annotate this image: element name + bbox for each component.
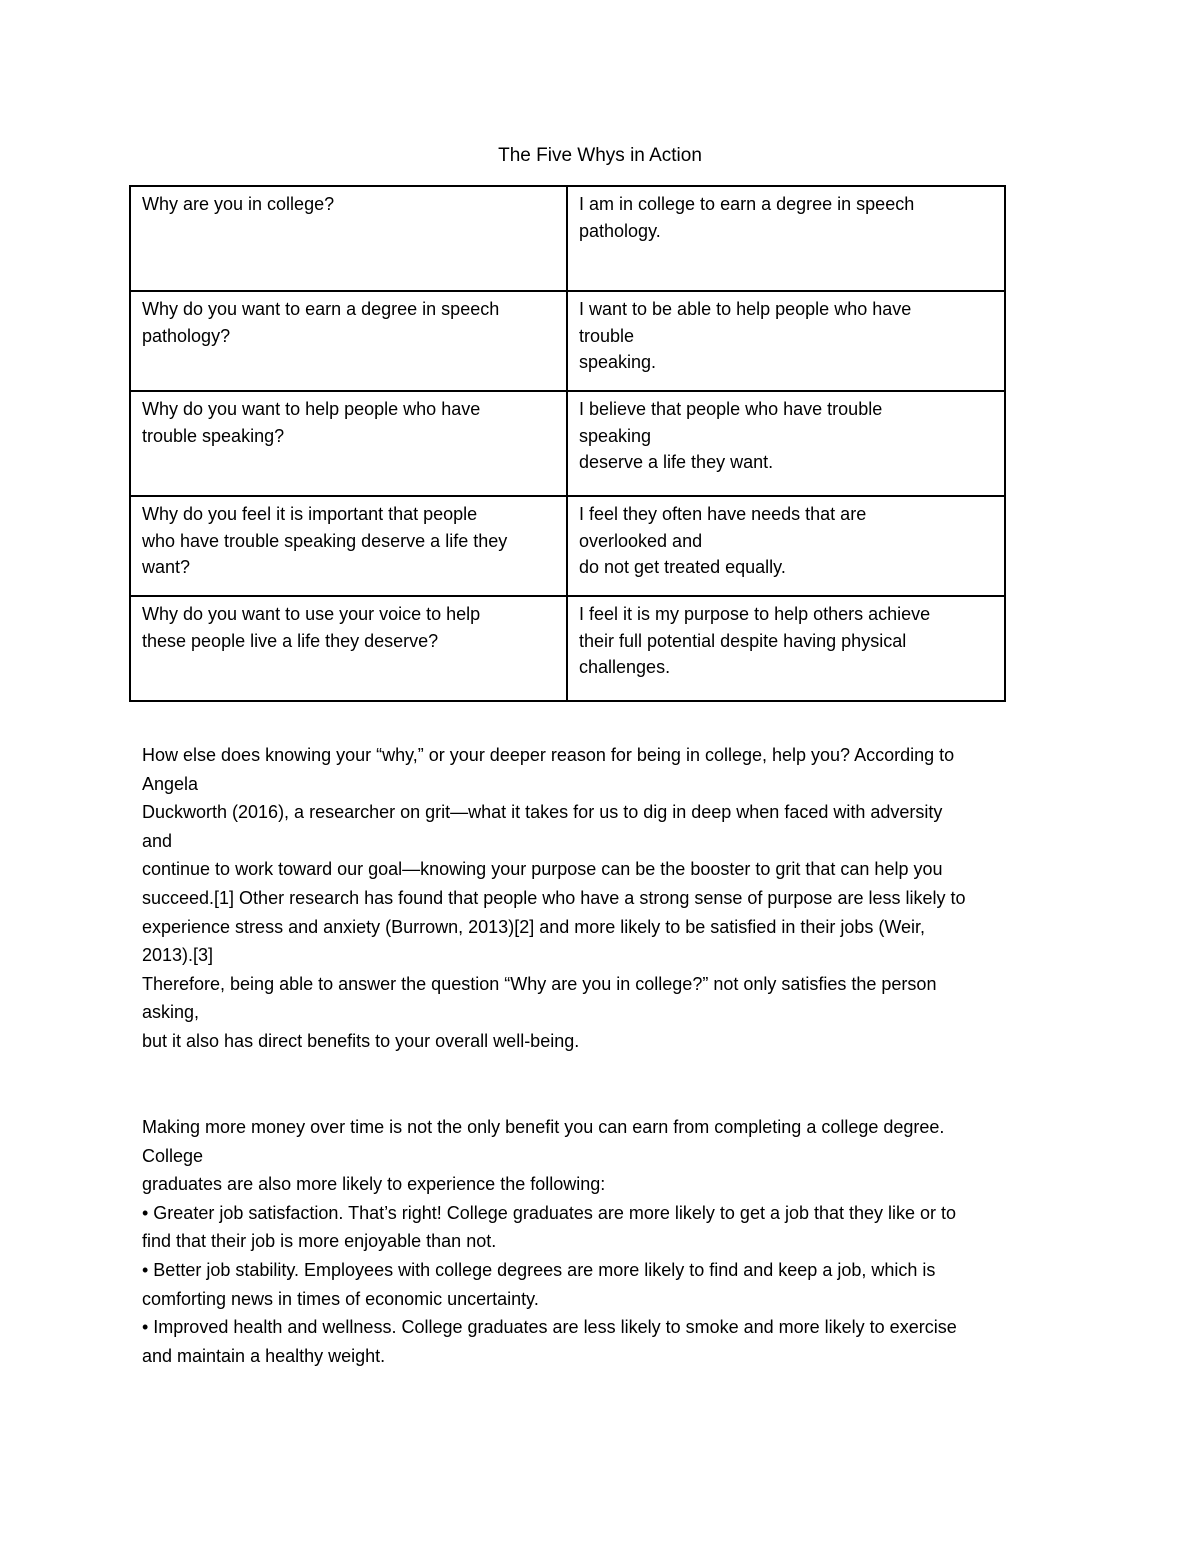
table-row [130, 596, 1005, 701]
answer-line: challenges. [579, 657, 671, 677]
answer-cell [567, 186, 1005, 291]
text-line: Angela [142, 773, 199, 794]
question-line: Why are you in college? [142, 194, 335, 214]
answer-line: I am in college to earn a degree in speech [579, 194, 915, 214]
text-line: and maintain a healthy weight. [142, 1345, 386, 1366]
answer-line: I believe that people who have trouble [579, 399, 883, 419]
answer-line: pathology. [579, 220, 661, 241]
paragraph-benefits [142, 1113, 1042, 1370]
question-line: Why do you want to use your voice to help [142, 604, 481, 624]
answer-line: deserve a life they want. [579, 452, 774, 472]
table-row [130, 391, 1005, 496]
answer-cell [567, 496, 1005, 596]
question-line: pathology? [142, 325, 231, 346]
text-line: experience stress and anxiety (Burrown, 2013)[2] and more likely to be satisfied in their jobs (Weir, [142, 916, 926, 937]
page-title: The Five Whys in Action [498, 145, 702, 166]
bullet-line: • Better job stability. Employees with college degrees are more likely to find and keep a job, which is [142, 1259, 936, 1280]
question-line: want? [142, 557, 191, 577]
question-cell [130, 186, 567, 291]
text-line: Therefore, being able to answer the question “Why are you in college?” not only satisfies the person [142, 973, 937, 994]
question-line: Why do you want to earn a degree in speech [142, 299, 500, 319]
answer-line: I feel they often have needs that are [579, 504, 867, 524]
text-line: continue to work toward our goal—knowing your purpose can be the booster to grit that can help you [142, 859, 943, 880]
answer-line: speaking. [579, 352, 657, 372]
table-row [130, 186, 1005, 291]
text-line: College [142, 1145, 204, 1166]
bullet-line: • Improved health and wellness. College graduates are less likely to smoke and more likely to exercise [142, 1317, 957, 1338]
paragraph-purpose [142, 741, 1042, 1056]
question-cell [130, 496, 567, 596]
answer-line: their full potential despite having physical [579, 630, 907, 651]
answer-line: trouble [579, 325, 635, 346]
question-line: trouble speaking? [142, 425, 285, 446]
question-cell [130, 596, 567, 701]
answer-cell [567, 596, 1005, 701]
text-line: but it also has direct benefits to your overall well-being. [142, 1030, 580, 1051]
text-line: Making more money over time is not the only benefit you can earn from completing a college degree. [142, 1117, 945, 1137]
answer-cell [567, 291, 1005, 391]
table-row [130, 291, 1005, 391]
bullet-line: • Greater job satisfaction. That’s right! College graduates are more likely to get a job that they like or to [142, 1202, 957, 1223]
text-line: succeed.[1] Other research has found that people who have a strong sense of purpose are less likely to [142, 887, 966, 908]
answer-cell [567, 391, 1005, 496]
five-whys-table [129, 185, 1006, 702]
question-line: Why do you want to help people who have [142, 399, 481, 419]
question-cell [130, 391, 567, 496]
answer-line: overlooked and [579, 530, 703, 551]
text-line: 2013).[3] [142, 945, 214, 966]
answer-line: I want to be able to help people who have [579, 299, 912, 319]
text-line: find that their job is more enjoyable than not. [142, 1231, 497, 1252]
text-line: How else does knowing your “why,” or your deeper reason for being in college, help you? According to [142, 745, 955, 765]
answer-line: do not get treated equally. [579, 557, 786, 577]
question-line: Why do you feel it is important that people [142, 504, 478, 524]
answer-line: speaking [579, 425, 652, 446]
question-line: who have trouble speaking deserve a life they [142, 530, 508, 551]
answer-line: I feel it is my purpose to help others achieve [579, 604, 931, 624]
question-line: these people live a life they deserve? [142, 630, 439, 651]
text-line: comforting news in times of economic uncertainty. [142, 1288, 539, 1309]
text-line: asking, [142, 1002, 200, 1023]
text-line: and [142, 830, 173, 851]
table-row [130, 496, 1005, 596]
question-cell [130, 291, 567, 391]
text-line: Duckworth (2016), a researcher on grit—what it takes for us to dig in deep when faced with adversity [142, 802, 943, 823]
text-line: graduates are also more likely to experience the following: [142, 1174, 606, 1195]
